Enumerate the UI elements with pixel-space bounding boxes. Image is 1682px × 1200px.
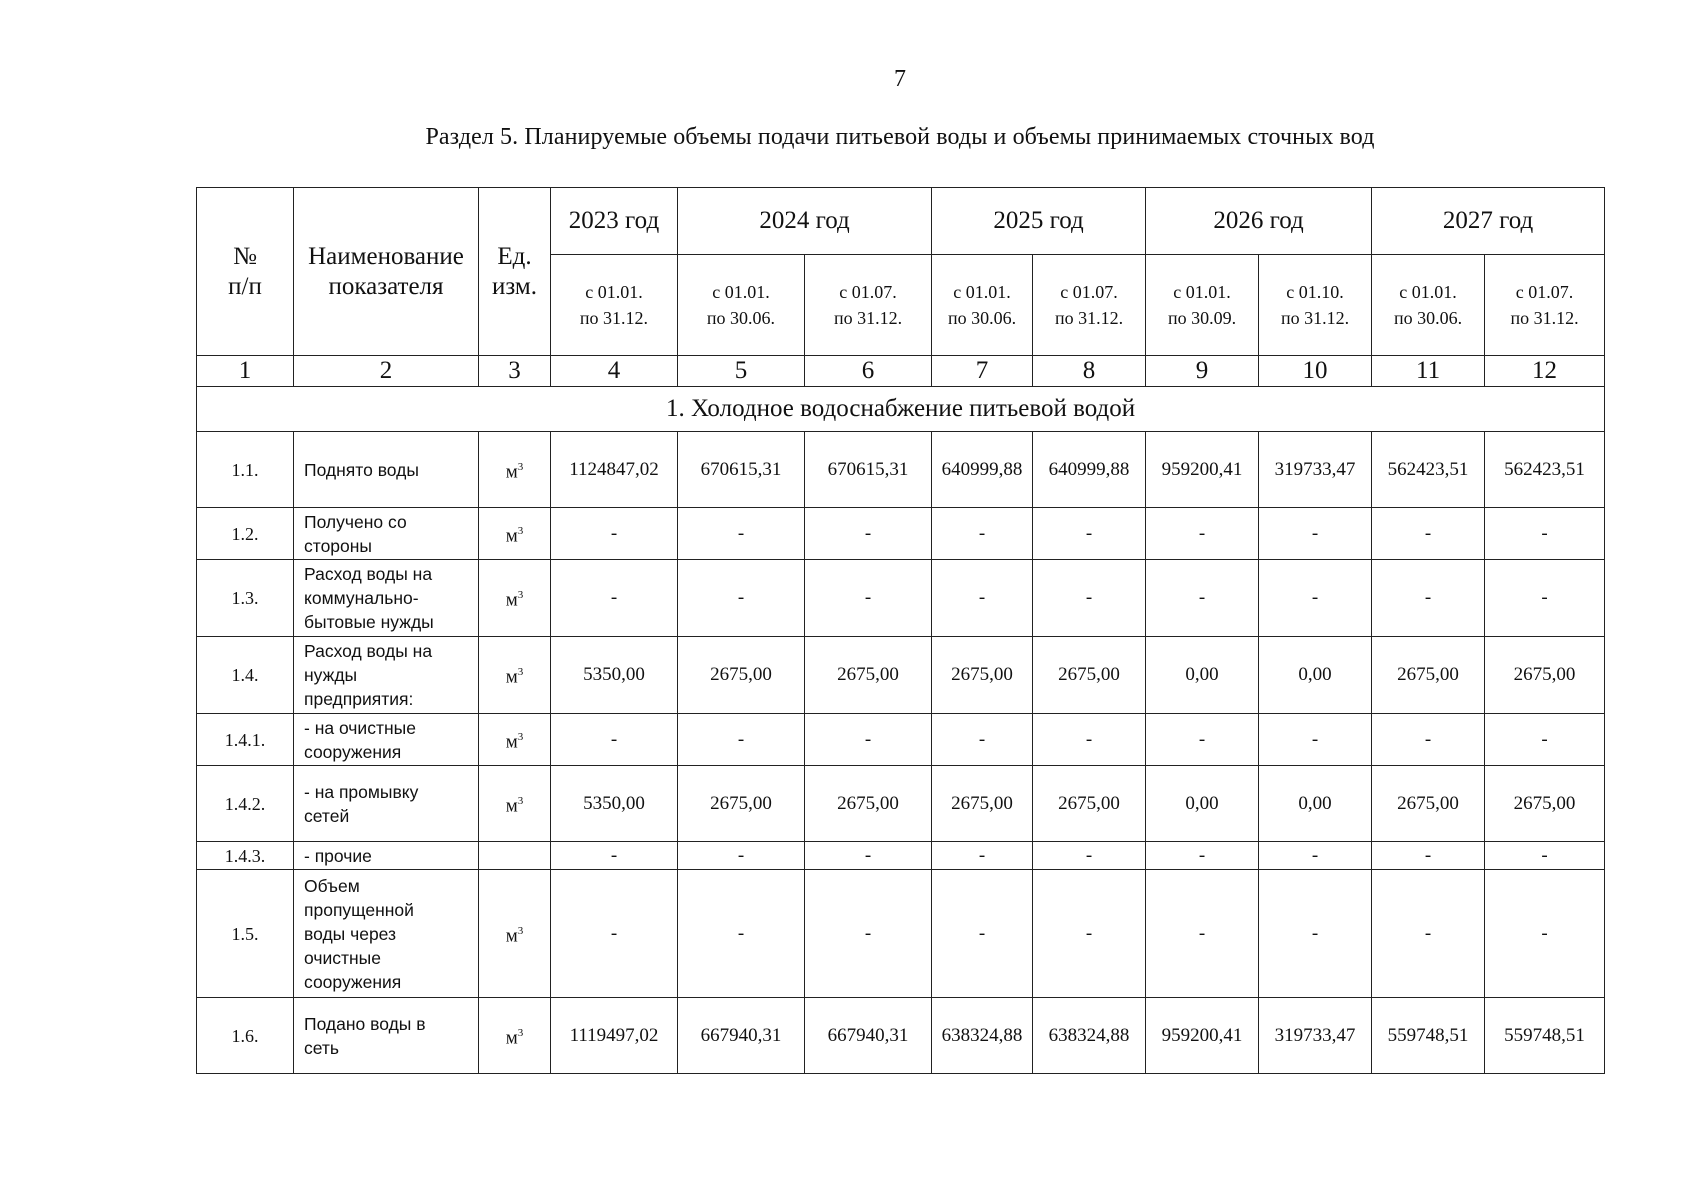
row-code: 1.4.1. <box>197 714 294 766</box>
value-cell: - <box>551 508 678 560</box>
plan-table <box>196 187 1605 1074</box>
value-cell: - <box>1033 842 1146 870</box>
row-name-line: - на промывку <box>304 781 419 802</box>
value-cell: - <box>1485 560 1605 637</box>
period-to: по 31.12. <box>1510 308 1579 328</box>
header-name-line: Наименование <box>308 242 464 270</box>
period-from: с 01.07. <box>1060 282 1118 302</box>
value-cell: - <box>1146 508 1259 560</box>
period-to: по 30.09. <box>1167 308 1237 328</box>
unit-exponent: 3 <box>517 730 524 743</box>
column-number: 2 <box>294 356 479 387</box>
value-cell: 2675,00 <box>805 637 932 714</box>
value-cell: - <box>1485 870 1605 998</box>
value-cell: 562423,51 <box>1372 432 1485 508</box>
unit-exponent: 3 <box>517 794 524 807</box>
period-header <box>678 255 805 356</box>
value-cell: 559748,51 <box>1372 998 1485 1074</box>
value-cell: 638324,88 <box>932 998 1033 1074</box>
year-header: 2027 год <box>1372 188 1605 255</box>
table-row <box>197 842 1605 870</box>
value-cell: - <box>678 560 805 637</box>
period-header <box>1372 255 1485 356</box>
value-cell: 640999,88 <box>1033 432 1146 508</box>
value-cell: - <box>1259 842 1372 870</box>
row-name <box>294 998 479 1074</box>
section-row <box>197 387 1605 432</box>
period-from: с 01.07. <box>839 282 897 302</box>
column-number-row <box>197 356 1605 387</box>
period-header <box>551 255 678 356</box>
value-cell: - <box>1146 714 1259 766</box>
row-code: 1.4.3. <box>197 842 294 870</box>
year-header-row <box>197 188 1605 255</box>
row-name-line: нужды <box>304 665 358 685</box>
value-cell: 2675,00 <box>678 637 805 714</box>
value-cell: 670615,31 <box>678 432 805 508</box>
header-no-line: п/п <box>228 272 262 300</box>
row-name-line: очистные <box>304 947 381 968</box>
row-name-line: сетей <box>304 805 350 826</box>
period-from: с 01.01. <box>585 282 643 302</box>
row-code: 1.5. <box>197 870 294 998</box>
period-to: по 31.12. <box>833 308 903 328</box>
column-number: 7 <box>932 356 1033 387</box>
row-name <box>294 508 479 560</box>
row-name <box>294 637 479 714</box>
value-cell: 2675,00 <box>1033 637 1146 714</box>
period-to: по 30.06. <box>706 308 776 328</box>
period-to: по 30.06. <box>1393 308 1463 328</box>
row-code: 1.4.2. <box>197 766 294 842</box>
row-code: 1.1. <box>197 432 294 508</box>
row-name <box>294 766 479 842</box>
table-row <box>197 637 1605 714</box>
value-cell: - <box>678 870 805 998</box>
row-name-line: Объем <box>304 875 360 896</box>
column-number: 4 <box>551 356 678 387</box>
row-name-line: Поднято воды <box>304 459 419 480</box>
column-number: 10 <box>1259 356 1372 387</box>
value-cell: - <box>805 842 932 870</box>
row-name-line: стороны <box>304 535 373 556</box>
value-cell: - <box>1146 842 1259 870</box>
row-name-line: Расход воды на <box>304 641 433 661</box>
row-unit <box>479 998 551 1074</box>
row-name-line: - прочие <box>304 845 372 866</box>
value-cell: 959200,41 <box>1146 432 1259 508</box>
unit-base: м <box>505 666 518 688</box>
value-cell: - <box>1372 714 1485 766</box>
unit-base: м <box>505 589 518 611</box>
value-cell: - <box>551 870 678 998</box>
row-name-line: Подано воды в <box>304 1013 426 1034</box>
year-header: 2025 год <box>932 188 1146 255</box>
row-name-line: сеть <box>304 1037 340 1058</box>
value-cell: - <box>1485 508 1605 560</box>
value-cell: 2675,00 <box>1372 637 1485 714</box>
value-cell: - <box>805 560 932 637</box>
row-unit <box>479 842 551 870</box>
period-from: с 01.01. <box>712 282 770 302</box>
value-cell: 1124847,02 <box>551 432 678 508</box>
header-unit-line: изм. <box>492 272 537 300</box>
table-row <box>197 998 1605 1074</box>
column-number: 8 <box>1033 356 1146 387</box>
header-no-line: № <box>233 242 257 270</box>
value-cell: 2675,00 <box>1033 766 1146 842</box>
unit-base: м <box>505 795 518 817</box>
header-unit <box>479 188 551 356</box>
value-cell: 2675,00 <box>1485 637 1605 714</box>
header-no <box>197 188 294 356</box>
value-cell: 5350,00 <box>551 637 678 714</box>
value-cell: - <box>932 870 1033 998</box>
value-cell: 670615,31 <box>805 432 932 508</box>
table-row <box>197 560 1605 637</box>
row-name <box>294 714 479 766</box>
column-number: 3 <box>479 356 551 387</box>
value-cell: - <box>1033 870 1146 998</box>
value-cell: 667940,31 <box>805 998 932 1074</box>
value-cell: 0,00 <box>1259 637 1372 714</box>
period-header <box>1259 255 1372 356</box>
year-header: 2024 год <box>678 188 932 255</box>
table-row <box>197 870 1605 998</box>
value-cell: - <box>932 508 1033 560</box>
table-row <box>197 432 1605 508</box>
value-cell: - <box>1259 870 1372 998</box>
table-row <box>197 766 1605 842</box>
row-unit <box>479 637 551 714</box>
value-cell: - <box>1033 508 1146 560</box>
year-header: 2023 год <box>551 188 678 255</box>
value-cell: - <box>805 714 932 766</box>
row-code: 1.4. <box>197 637 294 714</box>
period-from: с 01.01. <box>1173 282 1231 302</box>
value-cell: - <box>678 714 805 766</box>
value-cell: - <box>1146 560 1259 637</box>
column-number: 5 <box>678 356 805 387</box>
row-name-line: - на очистные <box>304 717 416 738</box>
unit-exponent: 3 <box>517 666 524 679</box>
table-body <box>197 387 1605 1074</box>
value-cell: - <box>1485 842 1605 870</box>
row-name <box>294 560 479 637</box>
period-header <box>1485 255 1605 356</box>
value-cell: - <box>805 508 932 560</box>
row-code: 1.2. <box>197 508 294 560</box>
unit-base: м <box>505 925 518 947</box>
unit-exponent: 3 <box>517 524 524 537</box>
value-cell: 319733,47 <box>1259 998 1372 1074</box>
table-row <box>197 508 1605 560</box>
value-cell: 2675,00 <box>932 637 1033 714</box>
unit-base: м <box>505 731 518 753</box>
value-cell: 667940,31 <box>678 998 805 1074</box>
value-cell: - <box>551 714 678 766</box>
period-to: по 30.06. <box>947 308 1017 328</box>
unit-base: м <box>505 461 518 483</box>
row-name-line: воды через <box>304 923 397 944</box>
value-cell: - <box>932 560 1033 637</box>
header-unit-line: Ед. <box>497 242 532 270</box>
period-header <box>1146 255 1259 356</box>
value-cell: 562423,51 <box>1485 432 1605 508</box>
row-name-line: сооружения <box>304 971 402 992</box>
row-code: 1.3. <box>197 560 294 637</box>
value-cell: - <box>1485 714 1605 766</box>
value-cell: 319733,47 <box>1259 432 1372 508</box>
value-cell: - <box>1372 842 1485 870</box>
value-cell: - <box>932 714 1033 766</box>
value-cell: - <box>678 508 805 560</box>
value-cell: 2675,00 <box>932 766 1033 842</box>
value-cell: 5350,00 <box>551 766 678 842</box>
unit-exponent: 3 <box>517 460 524 473</box>
value-cell: - <box>805 870 932 998</box>
period-header <box>1033 255 1146 356</box>
unit-exponent: 3 <box>517 1026 524 1039</box>
row-code: 1.6. <box>197 998 294 1074</box>
period-from: с 01.01. <box>1399 282 1457 302</box>
section-heading: 1. Холодное водоснабжение питьевой водой <box>197 387 1605 432</box>
period-to: по 31.12. <box>579 308 649 328</box>
row-name <box>294 432 479 508</box>
value-cell: 640999,88 <box>932 432 1033 508</box>
value-cell: - <box>1033 714 1146 766</box>
value-cell: - <box>1033 560 1146 637</box>
column-number: 11 <box>1372 356 1485 387</box>
value-cell: - <box>932 842 1033 870</box>
header-name <box>294 188 479 356</box>
value-cell: 959200,41 <box>1146 998 1259 1074</box>
row-name-line: Расход воды на <box>304 564 433 584</box>
period-from: с 01.01. <box>953 282 1011 302</box>
period-header <box>805 255 932 356</box>
value-cell: 0,00 <box>1146 637 1259 714</box>
row-unit <box>479 714 551 766</box>
row-unit <box>479 766 551 842</box>
value-cell: 2675,00 <box>1485 766 1605 842</box>
value-cell: 2675,00 <box>805 766 932 842</box>
value-cell: - <box>1259 714 1372 766</box>
value-cell: - <box>678 842 805 870</box>
period-from: с 01.07. <box>1515 282 1574 302</box>
period-from: с 01.10. <box>1286 282 1344 302</box>
value-cell: 2675,00 <box>1372 766 1485 842</box>
header-name-line: показателя <box>328 272 444 300</box>
row-unit <box>479 508 551 560</box>
value-cell: - <box>1259 560 1372 637</box>
value-cell: 0,00 <box>1259 766 1372 842</box>
value-cell: - <box>1372 870 1485 998</box>
value-cell: 2675,00 <box>678 766 805 842</box>
period-to: по 31.12. <box>1280 308 1350 328</box>
column-number: 12 <box>1485 356 1605 387</box>
column-number: 1 <box>197 356 294 387</box>
row-name-line: бытовые нужды <box>304 612 434 632</box>
row-name-line: предприятия: <box>304 689 414 709</box>
row-name-line: коммунально- <box>304 588 419 608</box>
unit-exponent: 3 <box>517 924 524 937</box>
column-number: 6 <box>805 356 932 387</box>
row-name-line: Получено со <box>304 511 407 532</box>
value-cell: - <box>1372 560 1485 637</box>
section-title: Раздел 5. Планируемые объемы подачи питьевой воды и объемы принимаемых сточных вод <box>425 124 1375 150</box>
row-unit <box>479 560 551 637</box>
row-name-line: сооружения <box>304 741 402 762</box>
value-cell: 0,00 <box>1146 766 1259 842</box>
table-row <box>197 714 1605 766</box>
value-cell: 638324,88 <box>1033 998 1146 1074</box>
column-number: 9 <box>1146 356 1259 387</box>
page-number: 7 <box>894 66 906 92</box>
value-cell: - <box>1259 508 1372 560</box>
value-cell: - <box>551 842 678 870</box>
unit-base: м <box>505 525 518 547</box>
row-name <box>294 842 479 870</box>
unit-exponent: 3 <box>517 589 524 602</box>
period-to: по 31.12. <box>1054 308 1124 328</box>
row-name-line: пропущенной <box>304 899 414 920</box>
unit-base: м <box>505 1027 518 1049</box>
value-cell: 559748,51 <box>1485 998 1605 1074</box>
value-cell: - <box>551 560 678 637</box>
year-header: 2026 год <box>1146 188 1372 255</box>
value-cell: 1119497,02 <box>551 998 678 1074</box>
row-name <box>294 870 479 998</box>
value-cell: - <box>1146 870 1259 998</box>
row-unit <box>479 432 551 508</box>
period-header <box>932 255 1033 356</box>
row-unit <box>479 870 551 998</box>
value-cell: - <box>1372 508 1485 560</box>
